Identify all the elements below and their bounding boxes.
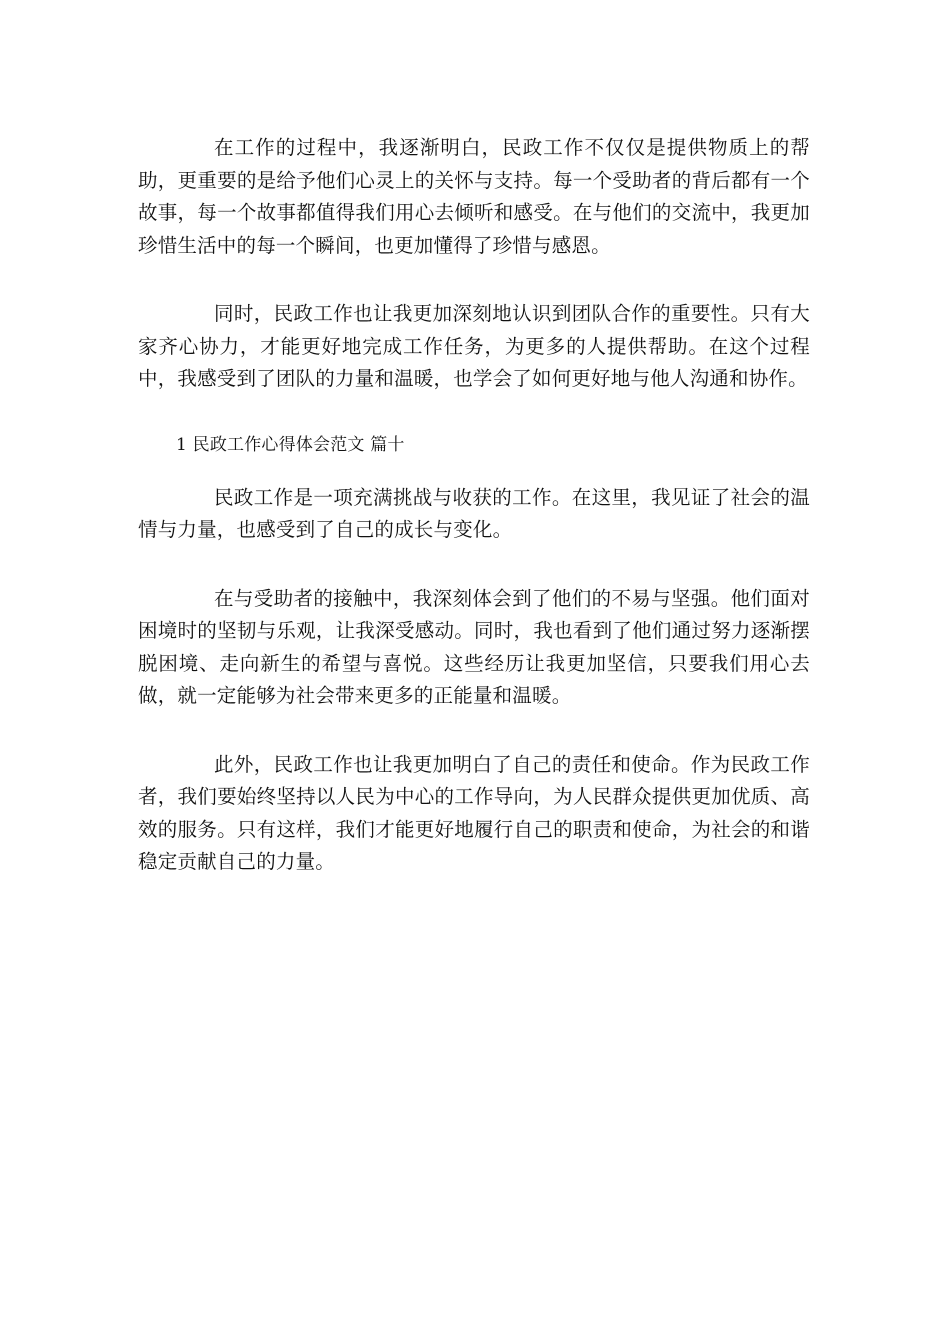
document-page	[138, 132, 810, 915]
paragraph-1: 在工作的过程中，我逐渐明白，民政工作不仅仅是提供物质上的帮助，更重要的是给予他们心灵上的关怀与支持。每一个受助者的背后都有一个故事，每一个故事都值得我们用心去倾听和感受。在与他们的交流中，我更加珍惜生活中的每一个瞬间，也更加懂得了珍惜与感恩。	[138, 136, 810, 257]
paragraph-2: 同时，民政工作也让我更加深刻地认识到团队合作的重要性。只有大家齐心协力，才能更好地完成工作任务，为更多的人提供帮助。在这个过程中，我感受到了团队的力量和温暖，也学会了如何更好地与他人沟通和协作。	[138, 302, 810, 390]
paragraph-5: 此外，民政工作也让我更加明白了自己的责任和使命。作为民政工作者，我们要始终坚持以人民为中心的工作导向，为人民群众提供更加优质、高效的服务。只有这样，我们才能更好地履行自己的职责和使命，为社会的和谐稳定贡献自己的力量。	[138, 752, 810, 873]
paragraph-4: 在与受助者的接触中，我深刻体会到了他们的不易与坚强。他们面对困境时的坚韧与乐观，让我深受感动。同时，我也看到了他们通过努力逐渐摆脱困境、走向新生的希望与喜悦。这些经历让我更加坚信，只要我们用心去做，就一定能够为社会带来更多的正能量和温暖。	[138, 586, 810, 707]
paragraph-3: 民政工作是一项充满挑战与收获的工作。在这里，我见证了社会的温情与力量，也感受到了自己的成长与变化。	[138, 485, 810, 541]
section-heading: 1 民政工作心得体会范文 篇十	[176, 434, 405, 455]
